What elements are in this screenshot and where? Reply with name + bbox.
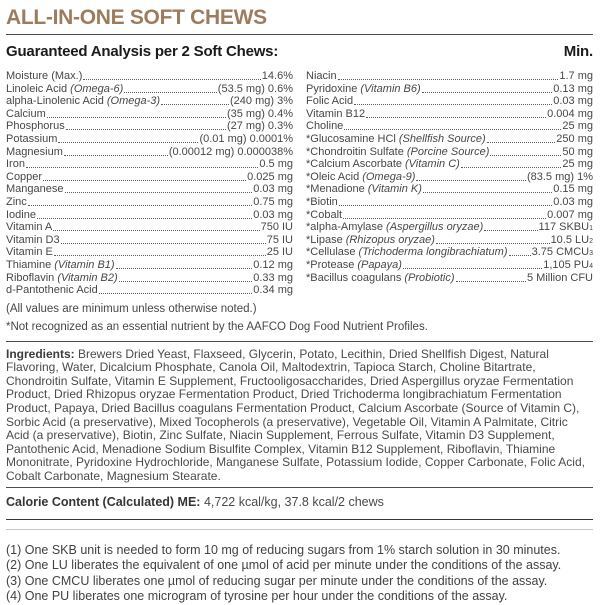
- nutrient-row: [6, 70, 293, 83]
- nutrient-note: (Omega-3): [106, 95, 161, 108]
- nutrient-name: Linoleic Acid: [6, 82, 68, 95]
- dot-leader: [366, 117, 546, 118]
- dot-leader: [54, 255, 266, 256]
- nutrient-value: 0.33 mg: [253, 271, 293, 284]
- nutrient-row: [6, 221, 293, 234]
- unit-footnote: (1) One SKB unit is needed to form 10 mg of reducing sugars from 1% starch solution in 30 minutes.: [6, 542, 561, 557]
- dot-leader: [423, 192, 552, 193]
- analysis-right-column: [306, 70, 593, 297]
- dot-leader: [354, 104, 552, 105]
- nutrient-name: Magnesium: [6, 145, 63, 158]
- nutrient-value: 0.5 mg: [259, 158, 293, 171]
- dot-leader: [28, 205, 252, 206]
- nutrient-note: (Shellfish Source): [398, 132, 486, 145]
- nutrient-value: 0.025 mg: [247, 170, 293, 183]
- nutrient-value: 50 mg: [562, 145, 593, 158]
- dot-leader: [509, 255, 531, 256]
- nutrient-name: *Cellulase: [306, 246, 356, 259]
- nutrient-row: [6, 284, 293, 297]
- nutrient-value: 1,105 PU: [543, 258, 590, 271]
- guaranteed-analysis-heading: Guaranteed Analysis per 2 Soft Chews:: [6, 43, 279, 60]
- nutrient-note: (Vitamin C): [405, 158, 460, 171]
- nutrient-note: (Omega-6): [70, 82, 124, 95]
- nutrient-value: 3.75 CMCU: [531, 246, 590, 259]
- nutrient-name: *Protease: [306, 258, 355, 271]
- dot-leader: [66, 129, 226, 130]
- nutrient-name: *Calcium Ascorbate: [306, 158, 402, 171]
- nutrient-row: [306, 209, 593, 222]
- unit-footnote: (4) One PU liberates one microgram of tyrosine per hour under the conditions of the assay.: [6, 589, 508, 604]
- dot-leader: [161, 104, 229, 105]
- nutrient-value: 0.13 mg: [553, 82, 593, 95]
- ingredients-label: Ingredients:: [6, 346, 75, 361]
- nutrient-name: Folic Acid: [306, 95, 354, 108]
- nutrient-name: Phosphorus: [6, 120, 65, 133]
- nutrient-value: 0.15 mg: [553, 183, 593, 196]
- nutrient-name: Copper: [6, 170, 43, 183]
- nutrient-name: *Chondroitin Sulfate: [306, 145, 404, 158]
- nutrient-row: [6, 171, 293, 184]
- dot-leader: [119, 281, 253, 282]
- unit-footnote: (3) One CMCU liberates one µmol of reducing sugar per minute under the conditions of the assay.: [6, 573, 548, 588]
- nutrient-row: [306, 272, 593, 285]
- nutrient-row: *alpha-Amylase (Aspergillus oryzae) 117 SKBU 1: [306, 221, 593, 234]
- nutrient-note: (Rhizopus oryzae): [345, 233, 435, 246]
- nutrient-note: (Papaya): [357, 258, 402, 271]
- nutrient-row: [6, 120, 293, 133]
- dot-leader: [416, 180, 526, 181]
- nutrient-name: Choline: [306, 120, 344, 133]
- dot-leader: [422, 92, 553, 93]
- nutrient-name: Calcium: [6, 107, 46, 120]
- dot-leader: [344, 129, 561, 130]
- nutrient-row: [6, 234, 293, 247]
- nutrient-value: 25 mg: [562, 120, 593, 133]
- nutrient-name: Thiamine: [6, 258, 52, 271]
- nutrient-value: (27 mg) 0.3%: [226, 120, 293, 133]
- nutrient-row: [6, 246, 293, 259]
- title-divider: [6, 34, 593, 35]
- nutrient-name: Riboflavin: [6, 271, 55, 284]
- nutrient-name: *Lipase: [306, 233, 343, 246]
- nutrient-row: [306, 158, 593, 171]
- nutrient-value: 1.7 mg: [559, 70, 593, 82]
- nutrient-row: [6, 83, 293, 96]
- nutrient-value: (35 mg) 0.4%: [226, 107, 293, 120]
- nutrient-name: Potassium: [6, 132, 58, 145]
- minimum-values-note: (All values are minimum unless otherwise noted.): [6, 302, 257, 315]
- min-column-label: Min.: [563, 43, 593, 60]
- calorie-divider: [6, 487, 593, 488]
- nutrient-row: [306, 95, 593, 108]
- dot-leader: [461, 167, 562, 168]
- calorie-content-line: [6, 495, 593, 509]
- nutrient-name: Manganese: [6, 183, 64, 196]
- dot-leader: [43, 180, 246, 181]
- nutrient-note: (Vitamin B2): [57, 271, 118, 284]
- nutrient-value: 0.03 mg: [553, 195, 593, 208]
- dot-leader: [83, 79, 260, 80]
- nutrient-row: [6, 272, 293, 285]
- nutrient-note: (Vitamin B6): [360, 82, 421, 95]
- nutrient-value: 250 mg: [556, 132, 593, 145]
- nutrient-note: (Omega-9): [362, 170, 416, 183]
- nutrient-row: [6, 158, 293, 171]
- nutrient-value: (83.5 mg) 1%: [526, 170, 593, 183]
- nutrient-name: Zinc: [6, 195, 27, 208]
- unit-footnote: (2) One LU liberates the equivalent of one µmol of acid per minute under the conditions of the assay.: [6, 558, 562, 573]
- footer-divider-light: [6, 529, 593, 530]
- nutrient-name: Vitamin E: [6, 246, 53, 259]
- nutrient-row: [306, 108, 593, 121]
- nutrient-name: *Bacillus coagulans: [306, 271, 402, 284]
- dot-leader: [436, 243, 550, 244]
- nutrient-row: [306, 196, 593, 209]
- nutrient-name: Iron: [6, 158, 25, 171]
- nutrient-row: [6, 108, 293, 121]
- nutrient-name: *Cobalt: [306, 208, 343, 221]
- nutrient-value: 5 Million CFU: [526, 271, 593, 284]
- dot-leader: [26, 167, 258, 168]
- analysis-columns: [6, 70, 593, 297]
- nutrient-row: [6, 196, 293, 209]
- dot-leader: [339, 205, 552, 206]
- dot-leader: [338, 79, 559, 80]
- nutrient-value: 117 SKBU: [538, 221, 590, 234]
- nutrient-name: *alpha-Amylase: [306, 221, 384, 234]
- nutrient-name: Vitamin B12: [306, 107, 366, 120]
- dot-leader: [64, 155, 168, 156]
- nutrient-name: Pyridoxine: [306, 82, 358, 95]
- nutrient-row: [306, 146, 593, 159]
- nutrient-value: (240 mg) 3%: [230, 95, 293, 108]
- nutrient-name: alpha-Linolenic Acid: [6, 95, 104, 108]
- nutrient-row: [306, 171, 593, 184]
- dot-leader: [124, 92, 216, 93]
- nutrient-row: [6, 209, 293, 222]
- nutrient-row: [6, 133, 293, 146]
- dot-leader: [58, 142, 198, 143]
- nutrient-note: (Porcine Source): [406, 145, 490, 158]
- dot-leader: [53, 230, 259, 231]
- dot-leader: [47, 117, 226, 118]
- nutrient-note: (Vitamin B1): [54, 258, 115, 271]
- dot-leader: [343, 218, 546, 219]
- dot-leader: [456, 281, 526, 282]
- nutrient-name: *Menadione: [306, 183, 365, 196]
- nutrient-name: *Glucosamine HCl: [306, 132, 396, 145]
- nutrient-row: *Cellulase (Trichoderma longibrachiatum) 3.75 CMCU 3: [306, 246, 593, 259]
- dot-leader: [487, 142, 556, 143]
- ingredients-divider: [6, 341, 593, 342]
- dot-leader: [490, 155, 561, 156]
- nutrient-value: 0.34 mg: [253, 284, 293, 297]
- nutrient-row: [306, 133, 593, 146]
- nutrient-name: Vitamin A: [6, 221, 53, 234]
- nutrient-name: d-Pantothenic Acid: [6, 284, 98, 297]
- aafco-disclaimer: *Not recognized as an essential nutrient by the AAFCO Dog Food Nutrient Profiles.: [6, 320, 428, 333]
- nutrient-row: [6, 259, 293, 272]
- nutrient-value: 0.12 mg: [253, 258, 293, 271]
- calorie-content-label: Calorie Content (Calculated) ME:: [6, 494, 201, 509]
- nutrient-value: 750 IU: [260, 221, 293, 234]
- analysis-left-column: [6, 70, 293, 297]
- nutrient-row: [306, 83, 593, 96]
- footer-divider-dark: [6, 519, 593, 520]
- product-title: ALL-IN-ONE SOFT CHEWS: [6, 6, 267, 29]
- nutrient-value: 10.5 LU: [550, 233, 590, 246]
- nutrient-note: (Vitamin K): [367, 183, 422, 196]
- nutrient-row: [6, 146, 293, 159]
- nutrient-row: [6, 183, 293, 196]
- nutrient-value: (0.00012 mg) 0.000038%: [168, 145, 293, 158]
- nutrient-note: (Trichoderma longibrachiatum): [358, 246, 508, 259]
- nutrient-value: 0.03 mg: [253, 208, 293, 221]
- nutrient-name: *Biotin: [306, 195, 338, 208]
- nutrient-value: 0.75 mg: [253, 195, 293, 208]
- nutrient-row: [306, 120, 593, 133]
- nutrient-row: [306, 183, 593, 196]
- dot-leader: [99, 293, 253, 294]
- nutrient-name: Niacin: [306, 70, 337, 82]
- unit-footnotes: [6, 543, 593, 605]
- nutrient-note: (Aspergillus oryzae): [386, 221, 484, 234]
- nutrient-value: 0.03 mg: [253, 183, 293, 196]
- dot-leader: [61, 243, 266, 244]
- nutrient-row: *Lipase (Rhizopus oryzae) 10.5 LU 2: [306, 233, 593, 246]
- dot-leader: [37, 218, 252, 219]
- dot-leader: [403, 268, 542, 269]
- dot-leader: [65, 192, 253, 193]
- calorie-content-value: 4,722 kcal/kg, 37.8 kcal/2 chews: [200, 494, 384, 509]
- nutrient-row: [6, 95, 293, 108]
- nutrient-value: 25 IU: [266, 246, 293, 259]
- nutrient-value: (0.01 mg) 0.0001%: [199, 132, 293, 145]
- nutrient-name: Moisture (Max.): [6, 70, 83, 82]
- nutrient-value: 0.004 mg: [547, 107, 593, 120]
- nutrient-name: Vitamin D3: [6, 233, 60, 246]
- dot-leader: [116, 268, 253, 269]
- guaranteed-analysis-header: [6, 43, 593, 60]
- nutrient-name: Iodine: [6, 208, 36, 221]
- nutrient-value: 14.6%: [261, 70, 293, 82]
- nutrient-value: 0.03 mg: [553, 95, 593, 108]
- ingredients-text: Brewers Dried Yeast, Flaxseed, Glycerin, Potato, Lecithin, Dried Shellfish Digest, Natural Flavoring, Water, Dicalcium Phosphate, Canola Oil, Maltodextrin, Tapioca Starch, Choline Bitartrate, Chondroitin Sulfate, Vitamin E Supplement, Fructooligosaccharides, Dried Aspergillus oryzae Fermentation Product, Dried Rhizopus oryzae Fermentation Product, Dried Trichoderma longibrachiatum Fermentation Product, Papaya, Dried Bacillus coagulans Fermentation Product, Calcium Ascorbate (Source of Vitamin C), Sorbic Acid (a preservative), Mixed Tocopherols (a preservative), Vegetable Oil, Vitamin A Palmitate, Citric Acid (a preservative), Biotin, Zinc Sulfate, Niacin Supplement, Ferrous Sulfate, Vitamin D3 Supplement, Pantothenic Acid, Menadione Sodium Bisulfite Complex, Vitamin B12 Supplement, Riboflavin, Thiamine Mononitrate, Pyridoxine Hydrochloride, Manganese Sulfate, Potassium Iodide, Copper Carbonate, Folic Acid, Cobalt Carbonate, Magnesium Stearate.: [6, 346, 585, 484]
- nutrient-value: 75 IU: [266, 233, 293, 246]
- nutrient-row: *Protease (Papaya) 1,105 PU 4: [306, 258, 593, 271]
- nutrient-row: [306, 70, 593, 83]
- nutrient-value: 25 mg: [562, 158, 593, 171]
- ingredients-paragraph: [6, 348, 593, 484]
- nutrient-value: 0.007 mg: [547, 208, 593, 221]
- nutrient-value: (53.5 mg) 0.6%: [217, 82, 293, 95]
- nutrient-name: *Oleic Acid: [306, 170, 360, 183]
- dot-leader: [484, 230, 537, 231]
- nutrient-note: (Probiotic): [404, 271, 455, 284]
